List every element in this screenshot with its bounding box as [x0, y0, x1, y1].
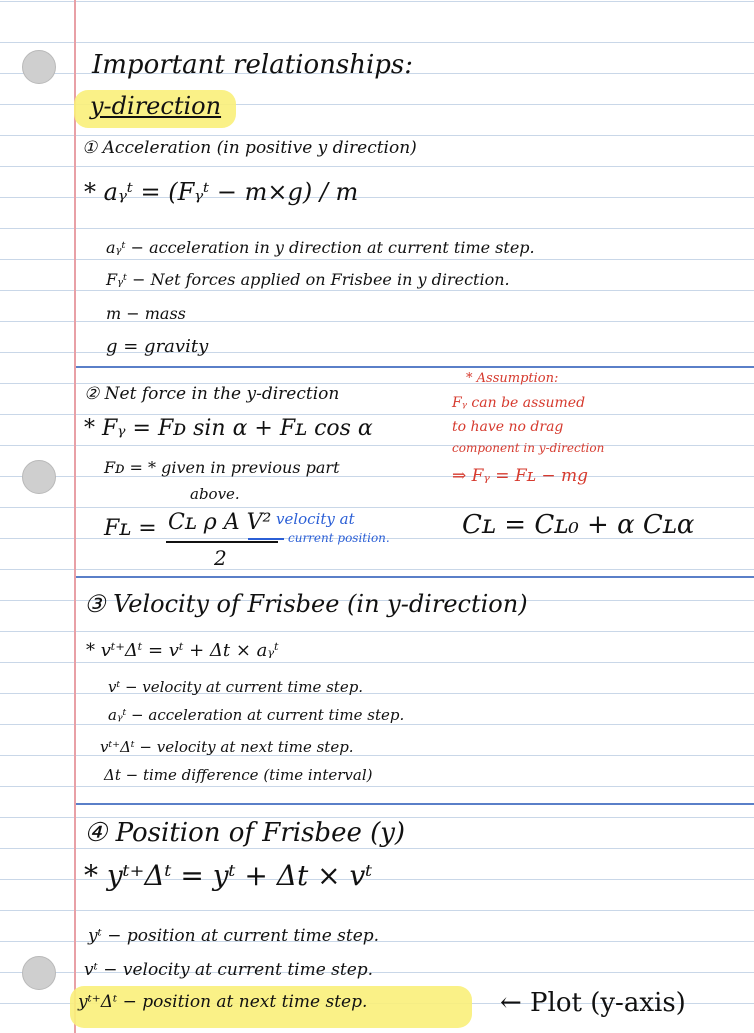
assumption-title: * Assumption: — [466, 371, 559, 386]
velocity-note: velocity at — [276, 510, 355, 528]
s4-heading: ④ Position of Frisbee (y) — [84, 818, 406, 848]
section-divider — [76, 366, 754, 368]
s1-def: aᵧᵗ − acceleration in y direction at current time step. — [106, 238, 535, 257]
s3-def: vᵗ⁺Δᵗ − velocity at next time step. — [100, 738, 354, 756]
cl-formula: Cʟ = Cʟ₀ + α Cʟα — [462, 510, 695, 540]
s4-def: yᵗ⁺Δᵗ − position at next time step. — [78, 992, 368, 1012]
velocity-underline — [248, 538, 284, 540]
section-heading-y: y-direction — [90, 92, 222, 120]
s2-fl-denominator: 2 — [214, 546, 227, 570]
s2-heading: ② Net force in the y-direction — [84, 384, 340, 404]
fraction-bar — [166, 541, 278, 543]
velocity-note: current position. — [288, 531, 390, 545]
s1-heading: ① Acceleration (in positive y direction) — [82, 138, 417, 158]
s1-formula: * aᵧᵗ = (Fᵧᵗ − m×g) / m — [84, 178, 359, 206]
plot-note: ← Plot (y-axis) — [500, 988, 686, 1018]
binder-hole — [22, 956, 56, 990]
s4-def: vᵗ − velocity at current time step. — [84, 960, 374, 980]
s1-def: Fᵧᵗ − Net forces applied on Frisbee in y direction. — [106, 270, 510, 289]
s4-def: yᵗ − position at current time step. — [88, 926, 380, 946]
s3-heading: ③ Velocity of Frisbee (in y-direction) — [84, 590, 528, 618]
s2-formula: * Fᵧ = Fᴅ sin α + Fʟ cos α — [84, 416, 373, 441]
assumption-line: component in y-direction — [452, 441, 605, 455]
section-divider — [76, 576, 754, 578]
s1-def: m − mass — [106, 304, 186, 323]
s1-def: g = gravity — [106, 336, 209, 357]
s2-fl-numerator: Cʟ ρ A V² — [168, 510, 272, 535]
binder-hole — [22, 50, 56, 84]
margin-line — [74, 0, 76, 1033]
assumption-line: to have no drag — [452, 419, 564, 435]
s2-fl-lhs: Fʟ = — [104, 516, 157, 541]
section-divider — [76, 803, 754, 805]
s2-fd-def2: above. — [190, 485, 240, 503]
page-title: Important relationships: — [92, 50, 414, 80]
s3-def: Δt − time difference (time interval) — [104, 766, 373, 784]
binder-hole — [22, 460, 56, 494]
s3-formula: * vᵗ⁺Δᵗ = vᵗ + Δt × aᵧᵗ — [86, 640, 279, 661]
assumption-line: Fᵧ can be assumed — [452, 395, 586, 411]
s3-def: aᵧᵗ − acceleration at current time step. — [108, 706, 405, 724]
s3-def: vᵗ − velocity at current time step. — [108, 678, 364, 696]
assumption-result: ⇒ Fᵧ = Fʟ − mg — [452, 466, 588, 486]
s2-fd-def: Fᴅ = * given in previous part — [104, 458, 340, 477]
s4-formula: * yᵗ⁺Δᵗ = yᵗ + Δt × vᵗ — [84, 859, 373, 892]
